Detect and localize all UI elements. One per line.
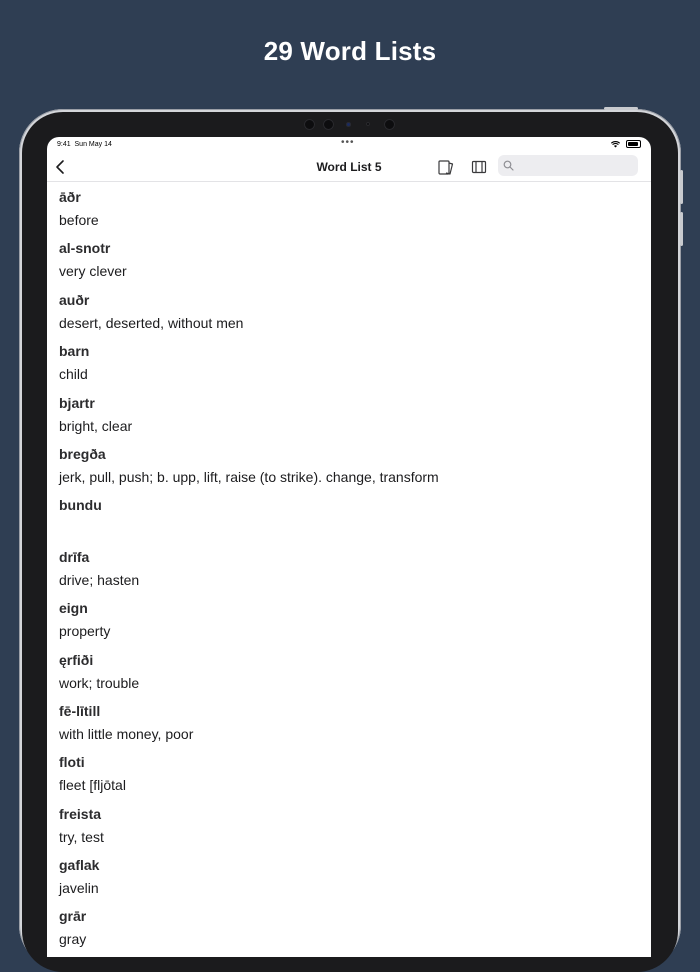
headword: bjartr	[59, 394, 95, 411]
camera-bar	[300, 117, 400, 131]
gloss: jerk, pull, push; b. upp, lift, raise (to strike). change, transform	[59, 468, 439, 485]
word-entry[interactable]	[59, 648, 639, 699]
word-entry[interactable]	[59, 236, 639, 287]
gloss: drive; hasten	[59, 571, 140, 588]
app-screen	[47, 137, 651, 957]
gloss: fleet [fljōtal	[59, 777, 126, 794]
word-entry[interactable]	[59, 596, 639, 647]
search-icon	[503, 160, 514, 171]
word-entry[interactable]	[59, 442, 639, 493]
word-entry[interactable]	[59, 904, 639, 955]
word-entry[interactable]	[59, 288, 639, 339]
sensor-dot	[323, 119, 334, 130]
headword: grār	[59, 908, 87, 925]
gloss: javelin	[59, 880, 99, 897]
nav-title: Word List 5	[316, 160, 382, 174]
headword: bregða	[59, 445, 106, 462]
sensor-dot	[304, 119, 315, 130]
battery-icon	[626, 140, 641, 148]
sensor-dot	[366, 122, 370, 126]
word-entry[interactable]	[59, 699, 639, 750]
status-time	[57, 141, 112, 148]
headword: auðr	[59, 291, 90, 308]
headword: floti	[59, 754, 85, 771]
page-headline: 29 Word Lists	[263, 36, 437, 66]
side-button	[680, 170, 683, 204]
search-input[interactable]	[498, 155, 638, 176]
sensor-dot	[384, 119, 395, 130]
word-entry[interactable]	[59, 185, 639, 236]
side-button	[680, 212, 683, 246]
headword: al-snotr	[59, 240, 111, 257]
headword: freista	[59, 805, 102, 822]
volume-button	[604, 107, 638, 110]
gloss: desert, deserted, without men	[59, 314, 244, 331]
headword: eign	[59, 600, 88, 617]
word-entry[interactable]	[59, 391, 639, 442]
headword: fē-lītill	[59, 702, 101, 719]
wifi-icon	[611, 141, 620, 148]
camera-lens	[346, 122, 351, 127]
word-entry[interactable]	[59, 339, 639, 390]
gloss: try, test	[59, 828, 104, 845]
gloss: child	[59, 366, 88, 383]
gloss: property	[59, 623, 111, 640]
gloss: with little money, poor	[59, 725, 194, 742]
multitasking-dots[interactable]: •••	[341, 137, 355, 148]
sidebar-icon[interactable]	[470, 158, 488, 176]
gloss: before	[59, 212, 99, 228]
headword: ęrfiði	[59, 651, 94, 668]
gloss: bright, clear	[59, 417, 133, 434]
status-clock: 9:41	[57, 141, 71, 148]
word-entry[interactable]	[59, 750, 639, 801]
headword: bundu	[59, 497, 102, 514]
status-indicators	[611, 140, 641, 148]
headword: drīfa	[59, 548, 90, 565]
status-bar	[47, 137, 651, 153]
navigation-bar	[47, 153, 651, 182]
gloss: very clever	[59, 263, 127, 280]
gloss: work; trouble	[59, 674, 140, 691]
status-date: Sun May 14	[74, 141, 112, 148]
gloss: gray	[59, 931, 87, 948]
headword: āðr	[59, 189, 81, 205]
word-entry[interactable]	[59, 545, 639, 596]
word-entry[interactable]	[59, 802, 639, 853]
word-entry[interactable]	[59, 853, 639, 904]
word-list	[59, 185, 639, 956]
headword: barn	[59, 343, 90, 360]
flashcards-icon[interactable]	[437, 158, 455, 176]
word-entry[interactable]	[59, 493, 639, 544]
headword: gaflak	[59, 857, 100, 874]
